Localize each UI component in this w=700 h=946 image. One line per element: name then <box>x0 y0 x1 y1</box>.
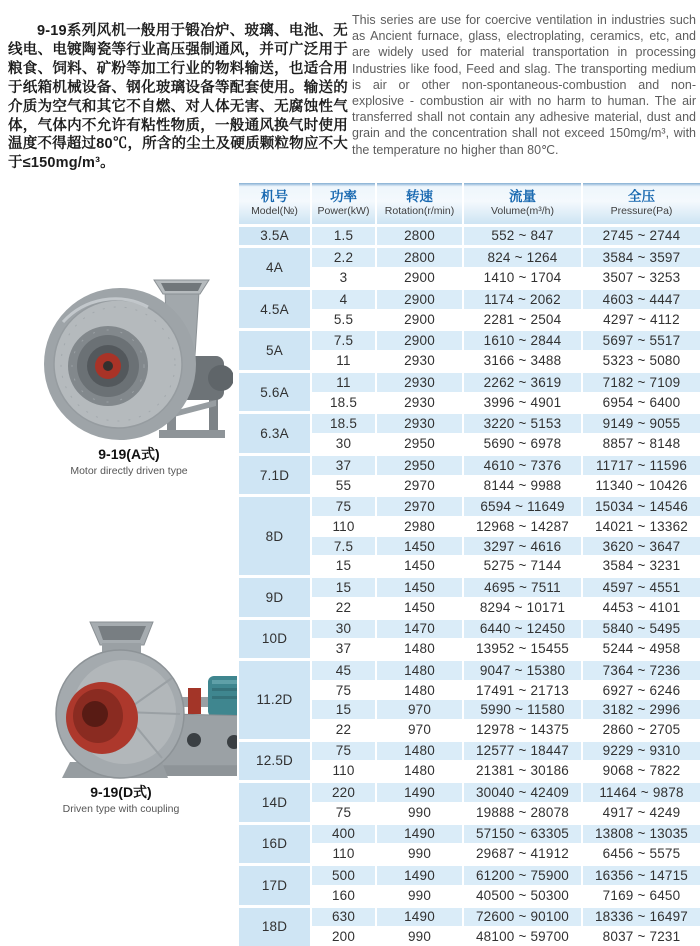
power-cell: 4 <box>311 288 376 309</box>
pressure-cell: 14021 ~ 13362 <box>582 517 700 537</box>
rotation-cell: 1480 <box>376 680 463 700</box>
volume-cell: 61200 ~ 75900 <box>463 865 582 886</box>
pressure-cell: 5840 ~ 5495 <box>582 618 700 639</box>
table-row <box>238 823 700 844</box>
power-cell: 7.5 <box>311 330 376 351</box>
table-row <box>238 906 700 927</box>
pressure-cell: 16356 ~ 14715 <box>582 865 700 886</box>
volume-cell: 57150 ~ 63305 <box>463 823 582 844</box>
power-cell: 37 <box>311 639 376 660</box>
volume-cell: 6440 ~ 12450 <box>463 618 582 639</box>
rotation-cell: 1490 <box>376 865 463 886</box>
rotation-cell: 2950 <box>376 454 463 475</box>
power-cell: 75 <box>311 680 376 700</box>
model-cell: 3.5A <box>238 225 311 247</box>
model-cell: 6.3A <box>238 413 311 455</box>
table-row <box>238 577 700 598</box>
volume-cell: 552 ~ 847 <box>463 225 582 247</box>
pressure-cell: 4297 ~ 4112 <box>582 309 700 330</box>
fan-a-subtitle: Motor directly driven type <box>70 465 188 477</box>
table-row <box>238 225 700 247</box>
rotation-cell: 1490 <box>376 782 463 803</box>
header-volume: 流量 Volume(m³/h) <box>463 183 582 225</box>
volume-cell: 9047 ~ 15380 <box>463 660 582 681</box>
power-cell: 3 <box>311 268 376 289</box>
pressure-cell: 6927 ~ 6246 <box>582 680 700 700</box>
volume-cell: 4695 ~ 7511 <box>463 577 582 598</box>
pressure-cell: 5244 ~ 4958 <box>582 639 700 660</box>
pressure-cell: 3620 ~ 3647 <box>582 536 700 556</box>
model-cell: 18D <box>238 906 311 946</box>
power-cell: 15 <box>311 556 376 577</box>
rotation-cell: 990 <box>376 885 463 906</box>
volume-cell: 40500 ~ 50300 <box>463 885 582 906</box>
volume-cell: 4610 ~ 7376 <box>463 454 582 475</box>
rotation-cell: 990 <box>376 844 463 865</box>
rotation-cell: 1480 <box>376 660 463 681</box>
power-cell: 22 <box>311 597 376 618</box>
power-cell: 45 <box>311 660 376 681</box>
rotation-cell: 2800 <box>376 225 463 247</box>
rotation-cell: 2800 <box>376 247 463 268</box>
volume-cell: 6594 ~ 11649 <box>463 496 582 517</box>
pressure-cell: 8037 ~ 7231 <box>582 927 700 946</box>
volume-cell: 1174 ~ 2062 <box>463 288 582 309</box>
power-cell: 11 <box>311 371 376 392</box>
rotation-cell: 2900 <box>376 268 463 289</box>
centrifugal-fan-a-illustration <box>28 262 233 442</box>
fan-a-title: 9-19(A式) <box>98 446 160 462</box>
rotation-cell: 990 <box>376 802 463 823</box>
rotation-cell: 2970 <box>376 496 463 517</box>
power-cell: 37 <box>311 454 376 475</box>
model-cell: 7.1D <box>238 454 311 496</box>
volume-cell: 17491 ~ 21713 <box>463 680 582 700</box>
power-cell: 11 <box>311 351 376 372</box>
intro-paragraph-en: This series are use for coercive ventilation in industries such as Ancient furnace, glass, electroplating, ceramics, etc, and are widely used for material transportation in processing Industries like food, Feed and slag. The transporting medium is air or other non-spontaneous-combustion and non- explosive - combustion air with no harm to human. The air transferred shall not contain any adhesive material, dust and grain and the concentration shall not exceed 150mg/m³, with the temperature no higher than 80℃. <box>352 13 696 157</box>
header-rotation: 转速 Rotation(r/min) <box>376 183 463 225</box>
power-cell: 15 <box>311 700 376 720</box>
power-cell: 200 <box>311 927 376 946</box>
power-cell: 110 <box>311 761 376 782</box>
rotation-cell: 1480 <box>376 761 463 782</box>
volume-cell: 48100 ~ 59700 <box>463 927 582 946</box>
volume-cell: 29687 ~ 41912 <box>463 844 582 865</box>
pressure-cell: 8857 ~ 8148 <box>582 434 700 455</box>
rotation-cell: 2900 <box>376 330 463 351</box>
table-row <box>238 413 700 434</box>
model-cell: 4.5A <box>238 288 311 330</box>
rotation-cell: 2930 <box>376 413 463 434</box>
model-cell: 14D <box>238 782 311 824</box>
table-row <box>238 618 700 639</box>
table-row <box>238 288 700 309</box>
pressure-cell: 18336 ~ 16497 <box>582 906 700 927</box>
fan-d-subtitle: Driven type with coupling <box>62 803 180 815</box>
pressure-cell: 15034 ~ 14546 <box>582 496 700 517</box>
power-cell: 160 <box>311 885 376 906</box>
pressure-cell: 6954 ~ 6400 <box>582 392 700 413</box>
power-cell: 5.5 <box>311 309 376 330</box>
header-power: 功率 Power(kW) <box>311 183 376 225</box>
fan-a-caption <box>28 444 230 477</box>
power-cell: 75 <box>311 740 376 761</box>
volume-cell: 3996 ~ 4901 <box>463 392 582 413</box>
rotation-cell: 2950 <box>376 434 463 455</box>
power-cell: 55 <box>311 475 376 496</box>
centrifugal-fan-d-illustration <box>12 618 237 780</box>
pressure-cell: 2745 ~ 2744 <box>582 225 700 247</box>
table-row <box>238 740 700 761</box>
pressure-cell: 7169 ~ 6450 <box>582 885 700 906</box>
model-cell: 12.5D <box>238 740 311 782</box>
table-row <box>238 247 700 268</box>
table-row <box>238 330 700 351</box>
pressure-cell: 2860 ~ 2705 <box>582 719 700 740</box>
volume-cell: 8294 ~ 10171 <box>463 597 582 618</box>
intro-paragraph-zh: 9-19系列风机一般用于锻冶炉、玻璃、电池、无线电、电镀陶瓷等行业高压强制通风，并可广泛用于粮食、饲料、矿粉等加工行业的物料输送，也适合用于纸箱机械设备、钢化玻璃设备等配套使用。输送的介质为空气和其它不自燃、对人体无害、无腐蚀性气体，气体内不允许有粘性物质，一般通风换气时使用温度不得超过80℃，所含的尘土及硬质颗粒物应不大于≤150mg/m³。 <box>8 23 348 172</box>
pressure-cell: 9068 ~ 7822 <box>582 761 700 782</box>
pressure-cell: 5323 ~ 5080 <box>582 351 700 372</box>
pressure-cell: 4597 ~ 4551 <box>582 577 700 598</box>
table-row <box>238 454 700 475</box>
rotation-cell: 970 <box>376 700 463 720</box>
pressure-cell: 3584 ~ 3597 <box>582 247 700 268</box>
rotation-cell: 1480 <box>376 740 463 761</box>
rotation-cell: 970 <box>376 719 463 740</box>
pressure-cell: 13808 ~ 13035 <box>582 823 700 844</box>
rotation-cell: 1470 <box>376 618 463 639</box>
power-cell: 2.2 <box>311 247 376 268</box>
volume-cell: 12577 ~ 18447 <box>463 740 582 761</box>
pressure-cell: 4603 ~ 4447 <box>582 288 700 309</box>
power-cell: 110 <box>311 844 376 865</box>
rotation-cell: 2970 <box>376 475 463 496</box>
pressure-cell: 7364 ~ 7236 <box>582 660 700 681</box>
pressure-cell: 6456 ~ 5575 <box>582 844 700 865</box>
power-cell: 22 <box>311 719 376 740</box>
spec-table-body <box>238 225 700 946</box>
rotation-cell: 2900 <box>376 288 463 309</box>
pressure-cell: 3507 ~ 3253 <box>582 268 700 289</box>
model-cell: 4A <box>238 247 311 289</box>
power-cell: 500 <box>311 865 376 886</box>
power-cell: 220 <box>311 782 376 803</box>
model-cell: 9D <box>238 577 311 619</box>
volume-cell: 2281 ~ 2504 <box>463 309 582 330</box>
pressure-cell: 9229 ~ 9310 <box>582 740 700 761</box>
volume-cell: 3166 ~ 3488 <box>463 351 582 372</box>
rotation-cell: 990 <box>376 927 463 946</box>
rotation-cell: 1490 <box>376 906 463 927</box>
volume-cell: 1410 ~ 1704 <box>463 268 582 289</box>
pressure-cell: 11717 ~ 11596 <box>582 454 700 475</box>
table-row <box>238 660 700 681</box>
model-cell: 16D <box>238 823 311 865</box>
volume-cell: 12968 ~ 14287 <box>463 517 582 537</box>
rotation-cell: 1450 <box>376 556 463 577</box>
model-cell: 8D <box>238 496 311 577</box>
volume-cell: 3220 ~ 5153 <box>463 413 582 434</box>
fan-d-title: 9-19(D式) <box>90 784 152 800</box>
header-model: 机号 Model(№) <box>238 183 311 225</box>
header-pressure: 全压 Pressure(Pa) <box>582 183 700 225</box>
model-cell: 5.6A <box>238 371 311 413</box>
power-cell: 18.5 <box>311 413 376 434</box>
volume-cell: 19888 ~ 28078 <box>463 802 582 823</box>
volume-cell: 1610 ~ 2844 <box>463 330 582 351</box>
power-cell: 630 <box>311 906 376 927</box>
pressure-cell: 11464 ~ 9878 <box>582 782 700 803</box>
volume-cell: 21381 ~ 30186 <box>463 761 582 782</box>
power-cell: 400 <box>311 823 376 844</box>
rotation-cell: 1490 <box>376 823 463 844</box>
rotation-cell: 2930 <box>376 392 463 413</box>
power-cell: 15 <box>311 577 376 598</box>
pressure-cell: 7182 ~ 7109 <box>582 371 700 392</box>
spec-table-header-row <box>238 183 700 225</box>
table-row <box>238 371 700 392</box>
pressure-cell: 3182 ~ 2996 <box>582 700 700 720</box>
rotation-cell: 2930 <box>376 371 463 392</box>
pressure-cell: 11340 ~ 10426 <box>582 475 700 496</box>
rotation-cell: 1480 <box>376 639 463 660</box>
table-row <box>238 865 700 886</box>
power-cell: 1.5 <box>311 225 376 247</box>
model-cell: 5A <box>238 330 311 372</box>
spec-table <box>237 183 700 946</box>
rotation-cell: 1450 <box>376 597 463 618</box>
power-cell: 18.5 <box>311 392 376 413</box>
model-cell: 10D <box>238 618 311 660</box>
fan-a-image <box>28 262 233 447</box>
volume-cell: 30040 ~ 42409 <box>463 782 582 803</box>
volume-cell: 12978 ~ 14375 <box>463 719 582 740</box>
volume-cell: 72600 ~ 90100 <box>463 906 582 927</box>
rotation-cell: 1450 <box>376 577 463 598</box>
volume-cell: 2262 ~ 3619 <box>463 371 582 392</box>
table-row <box>238 782 700 803</box>
volume-cell: 5990 ~ 11580 <box>463 700 582 720</box>
table-row <box>238 496 700 517</box>
volume-cell: 824 ~ 1264 <box>463 247 582 268</box>
rotation-cell: 2930 <box>376 351 463 372</box>
power-cell: 75 <box>311 802 376 823</box>
rotation-cell: 2900 <box>376 309 463 330</box>
volume-cell: 3297 ~ 4616 <box>463 536 582 556</box>
volume-cell: 13952 ~ 15455 <box>463 639 582 660</box>
fan-d-caption <box>12 782 230 815</box>
rotation-cell: 1450 <box>376 536 463 556</box>
pressure-cell: 3584 ~ 3231 <box>582 556 700 577</box>
power-cell: 110 <box>311 517 376 537</box>
volume-cell: 5275 ~ 7144 <box>463 556 582 577</box>
pressure-cell: 4917 ~ 4249 <box>582 802 700 823</box>
power-cell: 30 <box>311 434 376 455</box>
model-cell: 17D <box>238 865 311 907</box>
rotation-cell: 2980 <box>376 517 463 537</box>
pressure-cell: 5697 ~ 5517 <box>582 330 700 351</box>
model-cell: 11.2D <box>238 660 311 741</box>
pressure-cell: 4453 ~ 4101 <box>582 597 700 618</box>
pressure-cell: 9149 ~ 9055 <box>582 413 700 434</box>
power-cell: 7.5 <box>311 536 376 556</box>
fan-d-image <box>12 618 237 785</box>
power-cell: 75 <box>311 496 376 517</box>
volume-cell: 8144 ~ 9988 <box>463 475 582 496</box>
volume-cell: 5690 ~ 6978 <box>463 434 582 455</box>
power-cell: 30 <box>311 618 376 639</box>
